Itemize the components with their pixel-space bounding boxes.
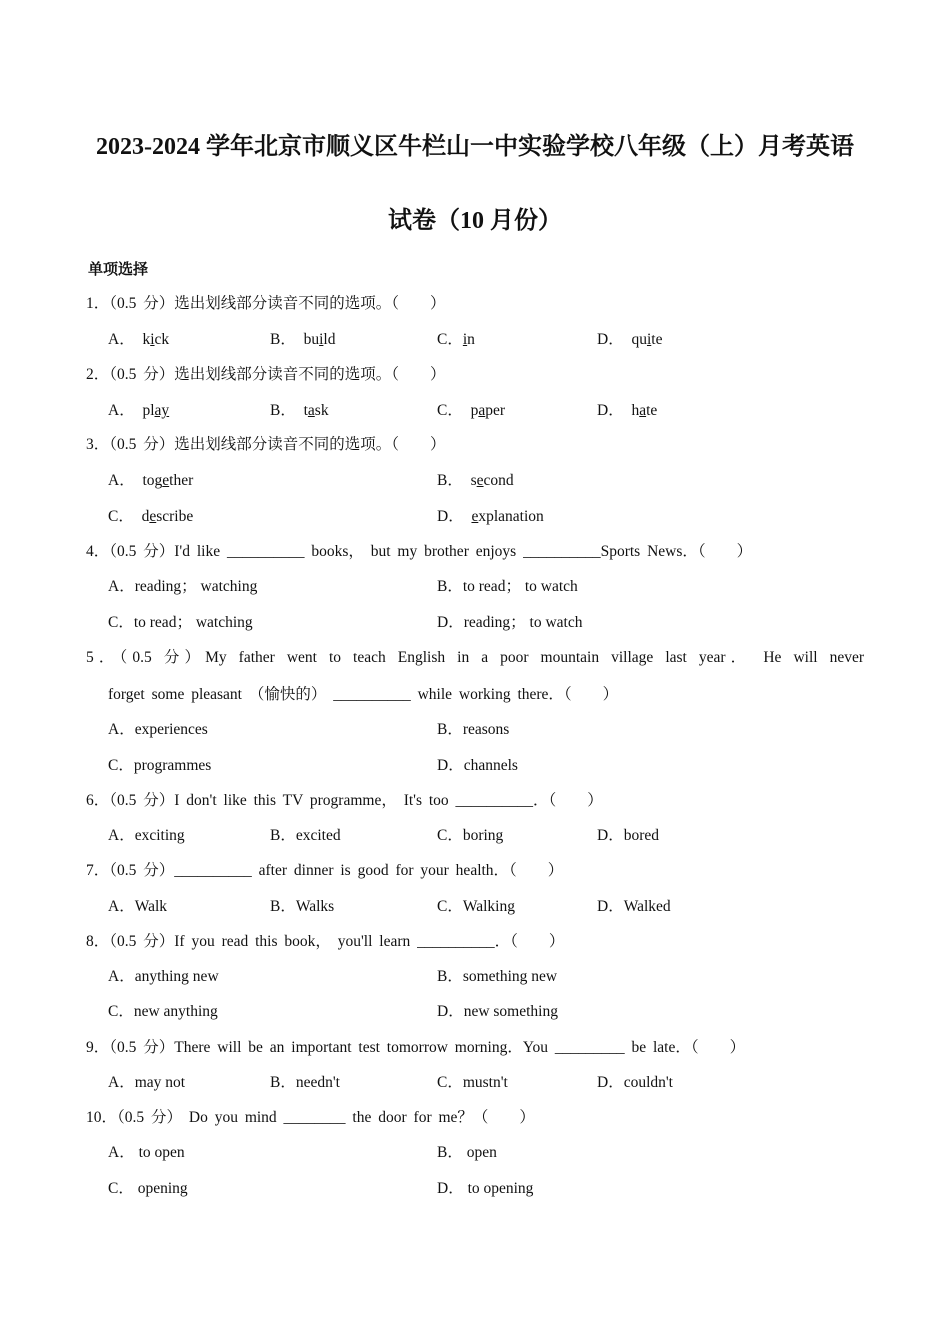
word-part: scribe — [156, 508, 194, 525]
question-2-option-c[interactable] — [437, 398, 505, 420]
word-part: per — [485, 402, 506, 419]
question-2-option-a[interactable] — [108, 398, 169, 420]
word-part: p — [470, 402, 479, 419]
option-letter: A． — [108, 402, 135, 419]
page-title-line-1: 2023-2024 学年北京市顺义区牛栏山一中实验学校八年级（上）月考英语 — [96, 134, 854, 160]
question-2-option-b[interactable] — [270, 398, 329, 420]
underlined-part: e — [149, 508, 157, 525]
option-letter: D． — [597, 331, 624, 348]
question-7-stem: 7．（0.5 分）__________ after dinner is good for your health．（ ） — [86, 862, 564, 879]
question-3-option-a[interactable] — [108, 468, 193, 490]
word-part: qu — [631, 331, 647, 348]
section-heading: 单项选择 — [88, 260, 149, 278]
question-1-stem: 1．（0.5 分）选出划线部分读音不同的选项。（ ） — [86, 295, 446, 312]
question-9-option-d[interactable]: D．couldn't — [597, 1074, 673, 1091]
question-10-option-d[interactable]: D． to opening — [437, 1180, 534, 1197]
question-9-option-c[interactable]: C．mustn't — [437, 1074, 508, 1091]
word-part: k — [142, 331, 151, 348]
question-4-option-a[interactable]: A．reading； watching — [108, 578, 258, 595]
question-3-option-d[interactable] — [437, 504, 544, 526]
underlined-part: e — [471, 508, 479, 525]
word-part: cond — [483, 472, 514, 489]
option-letter: D． — [597, 402, 624, 419]
word-part: ck — [154, 331, 170, 348]
question-7-option-c[interactable]: C．Walking — [437, 898, 515, 915]
question-10-option-a[interactable]: A． to open — [108, 1144, 185, 1161]
question-4-option-d[interactable]: D．reading； to watch — [437, 614, 583, 631]
page-title-line-2: 试卷（10 月份） — [388, 208, 562, 234]
question-5-option-d[interactable]: D．channels — [437, 757, 518, 774]
option-letter: C． — [108, 508, 134, 525]
underlined-part: a — [478, 402, 486, 419]
word-part: ther — [169, 472, 194, 489]
question-5-stem-line-1: 5．（0.5 分）My father went to teach English in a poor mountain village last year． He will never — [86, 649, 864, 666]
underlined-part: e — [162, 472, 170, 489]
underlined-part: i — [319, 331, 324, 348]
question-4-stem: 4．（0.5 分）I'd like __________ books， but my brother enjoys __________Sports News．（ ） — [86, 543, 753, 560]
question-6-option-c[interactable]: C．boring — [437, 827, 504, 844]
question-6-option-d[interactable]: D．bored — [597, 827, 659, 844]
question-9-option-b[interactable]: B．needn't — [270, 1074, 340, 1091]
question-5-stem-line-2: forget some pleasant （愉快的） __________ while working there．（ ） — [108, 686, 619, 703]
word-part: s — [470, 472, 477, 489]
question-8-option-a[interactable]: A．anything new — [108, 968, 219, 985]
question-4-option-c[interactable]: C．to read； watching — [108, 614, 253, 631]
word-part: n — [467, 331, 475, 348]
underlined-part: i — [462, 331, 468, 348]
question-8-stem: 8．（0.5 分）If you read this book， you'll learn __________．（ ） — [86, 933, 565, 950]
question-8-option-c[interactable]: C．new anything — [108, 1003, 218, 1020]
question-1-option-d[interactable] — [597, 327, 662, 349]
question-1-option-c[interactable] — [437, 327, 475, 349]
question-7-option-d[interactable]: D．Walked — [597, 898, 671, 915]
word-part: t — [303, 402, 308, 419]
question-5-option-b[interactable]: B．reasons — [437, 721, 510, 738]
word-part: ld — [323, 331, 336, 348]
underlined-part: i — [150, 331, 155, 348]
word-part: bu — [303, 331, 320, 348]
option-letter: B． — [270, 331, 296, 348]
word-part: d — [141, 508, 150, 525]
question-10-stem: 10．（0.5 分） Do you mind ________ the door for me？（ ） — [86, 1109, 535, 1126]
question-9-option-a[interactable]: A．may not — [108, 1074, 186, 1091]
option-letter: A． — [108, 331, 135, 348]
question-1-option-a[interactable] — [108, 327, 169, 349]
question-5-option-a[interactable]: A．experiences — [108, 721, 208, 738]
word-part: sk — [314, 402, 329, 419]
word-part: tog — [142, 472, 163, 489]
underlined-part: e — [476, 472, 484, 489]
option-letter: B． — [437, 472, 463, 489]
question-3-option-b[interactable] — [437, 468, 514, 490]
word-part: te — [646, 402, 658, 419]
word-part: xplanation — [478, 508, 544, 525]
question-6-option-a[interactable]: A．exciting — [108, 827, 185, 844]
word-part: te — [651, 331, 663, 348]
question-5-option-c[interactable]: C．programmes — [108, 757, 212, 774]
question-6-stem: 6．（0.5 分）I don't like this TV programme， It's too __________．（ ） — [86, 792, 603, 809]
question-3-stem: 3．（0.5 分）选出划线部分读音不同的选项。（ ） — [86, 436, 446, 453]
question-6-option-b[interactable]: B．excited — [270, 827, 341, 844]
underlined-part: a — [307, 402, 315, 419]
question-4-option-b[interactable]: B．to read； to watch — [437, 578, 578, 595]
word-part: pl — [142, 402, 155, 419]
option-letter: C． — [437, 331, 463, 348]
question-8-option-b[interactable]: B．something new — [437, 968, 558, 985]
option-letter: D． — [437, 508, 464, 525]
option-letter: C． — [437, 402, 463, 419]
word-part: h — [631, 402, 640, 419]
question-10-option-b[interactable]: B． open — [437, 1144, 497, 1161]
question-8-option-d[interactable]: D．new something — [437, 1003, 558, 1020]
underlined-part: i — [646, 331, 652, 348]
question-2-option-d[interactable] — [597, 398, 657, 420]
option-letter: B． — [270, 402, 296, 419]
underlined-part: a — [639, 402, 647, 419]
question-2-stem: 2．（0.5 分）选出划线部分读音不同的选项。（ ） — [86, 366, 446, 383]
question-9-stem: 9．（0.5 分）There will be an important test tomorrow morning．You _________ be late．（ ） — [86, 1039, 746, 1056]
question-7-option-a[interactable]: A．Walk — [108, 898, 168, 915]
question-3-option-c[interactable] — [108, 504, 193, 526]
question-10-option-c[interactable]: C． opening — [108, 1180, 188, 1197]
question-7-option-b[interactable]: B．Walks — [270, 898, 335, 915]
underlined-part: ay — [154, 402, 170, 419]
question-1-option-b[interactable] — [270, 327, 335, 349]
option-letter: A． — [108, 472, 135, 489]
